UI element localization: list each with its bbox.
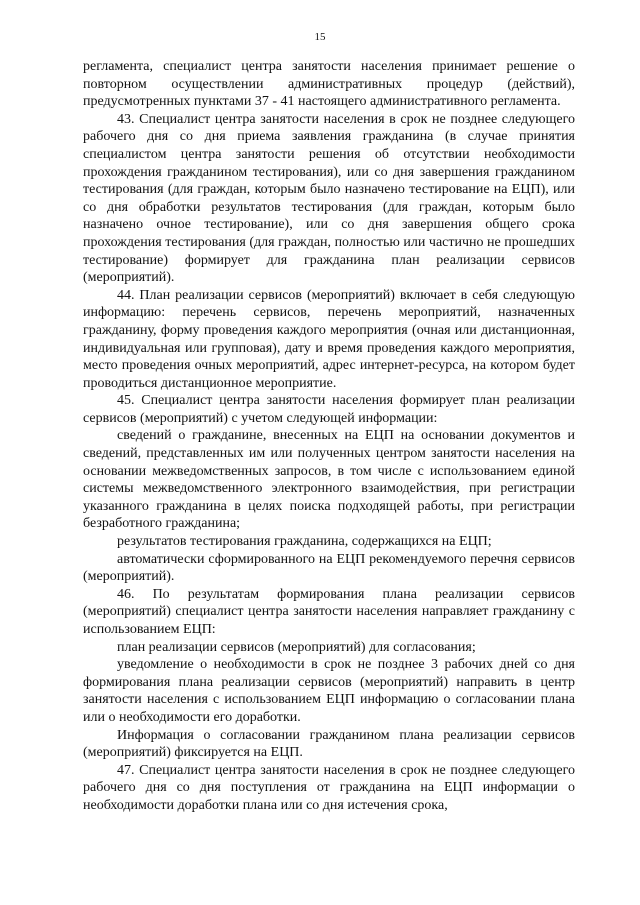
paragraph: результатов тестирования гражданина, содержащихся на ЕЦП;	[117, 534, 492, 550]
paragraph: уведомление о необходимости в срок не позднее 3 рабочих дней со дня формирования плана реализации сервисов (мероприятий) направить в центр занятости населения с использованием ЕЦП информацию о согласовании плана или о необходимости его доработки.	[83, 657, 575, 725]
paragraph: сведений о гражданине, внесенных на ЕЦП на основании документов и сведений, представленных им или полученных центром занятости населения на основании межведомственных запросов, в том числе с использованием единой системы межведомственного электронного взаимодействия, при регистрации указанного гражданина в целях поиска подходящей работы, при регистрации безработного гражданина;	[83, 428, 575, 532]
paragraph: 47. Специалист центра занятости населения в срок не позднее следующего рабочего дня со дня поступления от гражданина на ЕЦП информации о необходимости доработки плана или со дня истечения срока,	[83, 762, 575, 813]
paragraph: план реализации сервисов (мероприятий) для согласования;	[117, 639, 476, 655]
paragraph: 44. План реализации сервисов (мероприятий) включает в себя следующую информацию: перечень сервисов, перечень мероприятий, назначенных гражданину, форму проведения каждого мероприятия (очная или дистанционная, индивидуальная или групповая), дату и время проведения каждого мероприятия, место проведения очных мероприятий, адрес интернет-ресурса, на котором будет проводиться дистанционное мероприятие.	[83, 287, 575, 391]
paragraph: Информация о согласовании гражданином плана реализации сервисов (мероприятий) фиксируется на ЕЦП.	[83, 727, 575, 761]
page-number: 15	[314, 31, 326, 43]
document-body	[83, 58, 575, 815]
paragraph: 46. По результатам формирования плана реализации сервисов (мероприятий) специалист центра занятости населения направляет гражданину с использованием ЕЦП:	[83, 586, 575, 637]
paragraph: 45. Специалист центра занятости населения формирует план реализации сервисов (мероприятий) с учетом следующей информации:	[83, 393, 575, 426]
paragraph: регламента, специалист центра занятости населения принимает решение о повторном осуществлении административных процедур (действий), предусмотренных пунктами 37 - 41 настоящего административного регламента.	[83, 59, 575, 110]
paragraph: автоматически сформированного на ЕЦП рекомендуемого перечня сервисов (мероприятий).	[83, 551, 575, 585]
paragraph: 43. Специалист центра занятости населения в срок не позднее следующего рабочего дня со дня приема заявления гражданина (в случае принятия специалистом центра занятости решения об отсутствии необходимости прохождения гражданином тестирования), или со дня завершения гражданином тестирования (для граждан, которым было назначено тестирование на ЕЦП), или со дня обработки результатов тестирования (для граждан, которым было назначено очное тестирование), или со дня завершения общего срока прохождения тестирования (для граждан, полностью или частично не прошедших тестирование) формирует для гражданина план реализации сервисов (мероприятий).	[83, 111, 575, 286]
